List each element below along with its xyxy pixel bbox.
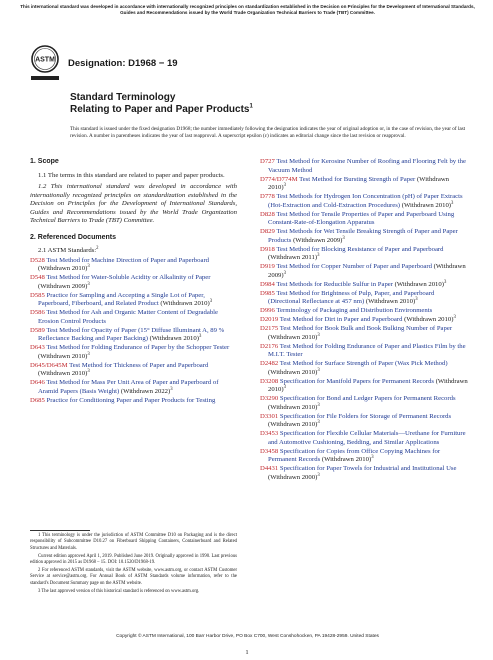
reference-code-link[interactable]: D3208 <box>260 377 279 385</box>
footnote: 2 For referenced ASTM standards, visit the ASTM website, www.astm.org, or contact ASTM Customer Service at service@astm.org. For Annual Book of ASTM Standards volume information, refer to the standard's Document Summary page on the ASTM website. <box>30 568 237 586</box>
reference-title-link[interactable]: Test Method for Book Bulk and Book Bulking Number of Paper <box>279 325 453 332</box>
reference-title-link[interactable]: Specification for Flexible Cellular Materials—Urethane for Furniture and Automotive Cushioning, Bedding, and Similar Applications <box>268 430 466 446</box>
svg-text:ASTM: ASTM <box>35 56 55 64</box>
reference-item[interactable] <box>30 257 237 274</box>
reference-item[interactable] <box>260 448 468 465</box>
reference-item[interactable] <box>260 263 468 280</box>
reference-footnote-mark: 3 <box>170 386 173 392</box>
reference-item[interactable] <box>30 327 237 344</box>
reference-item[interactable] <box>30 379 237 396</box>
footnotes <box>30 533 237 597</box>
reference-status: (Withdrawn 2010) <box>268 377 468 393</box>
reference-status: (Withdrawn 2010) <box>268 368 318 376</box>
reference-code-link[interactable]: D2019 <box>260 316 279 323</box>
title-line-2 <box>70 104 253 115</box>
reference-title-link[interactable]: Test Method for Kerosine Number of Roofing and Flooring Felt by the Vacuum Method <box>268 158 466 174</box>
reference-item[interactable] <box>30 397 237 406</box>
reference-footnote-mark: 3 <box>198 333 202 339</box>
reference-list-right <box>260 158 468 482</box>
reference-status: (Withdrawn 2010) <box>160 300 210 307</box>
reference-footnote-mark: 3 <box>342 235 345 241</box>
reference-status: (Withdrawn 2010) <box>268 403 318 411</box>
reference-status: (Withdrawn 2010) <box>38 370 88 377</box>
reference-status: (Withdrawn 2022) <box>120 387 171 395</box>
footnote: 1 This terminology is under the jurisdiction of ASTM Committee D10 on Packaging and is the direct responsibility of Subcommittee D10.27 on Fiberboard Shipping Containers, Containerboard and Related Structures and Materials. <box>30 533 237 551</box>
reference-title-link[interactable]: Test Method for Folding Endurance of Paper and Plastics Film by the M.I.T. Tester <box>268 342 466 358</box>
reference-item[interactable] <box>260 211 468 228</box>
reference-item[interactable] <box>30 344 237 361</box>
reference-item[interactable] <box>30 309 237 326</box>
reference-footnote-mark: 3 <box>317 367 320 373</box>
reference-title-link[interactable]: Practice for Conditioning Paper and Paper Products for Testing <box>46 396 216 404</box>
reference-code-link[interactable]: D528 <box>30 256 45 264</box>
reference-code-link[interactable]: D589 <box>30 326 45 334</box>
reference-title-link[interactable]: Test Method for Mass Per Unit Area of Paper and Paperboard of Aramid Papers (Basis Weight) <box>38 379 219 395</box>
reference-item[interactable] <box>260 307 468 316</box>
reference-code-link[interactable]: D646 <box>30 379 45 386</box>
reference-title-link[interactable]: Specification for Manifold Papers for Permanent Records <box>279 377 435 385</box>
reference-code-link[interactable]: D548 <box>30 274 45 281</box>
reference-title-link[interactable]: Practice for Sampling and Accepting a Single Lot of Paper, Paperboard, Fiberboard, and Related Product <box>38 291 205 307</box>
reference-footnote-mark: 3 <box>453 314 456 320</box>
reference-status: (Withdrawn 2010) <box>268 421 318 428</box>
reference-code-link[interactable]: D3453 <box>260 430 279 437</box>
reference-status: (Withdrawn 2010) <box>401 201 452 209</box>
reference-code-link[interactable]: D685 <box>30 396 45 404</box>
reference-code-link[interactable]: D4431 <box>260 465 279 472</box>
reference-code-link[interactable]: D778 <box>260 193 275 200</box>
reference-item[interactable] <box>260 246 468 263</box>
referenced-documents-heading: 2. Referenced Documents <box>30 233 116 241</box>
reference-item[interactable] <box>260 378 468 395</box>
reference-code-link[interactable]: D3458 <box>260 447 279 455</box>
reference-status: (Withdrawn 2009) <box>268 263 466 279</box>
reference-title-link[interactable]: Test Method for Water-Soluble Acidity or Alkalinity of Paper <box>46 274 211 281</box>
page-number: 1 <box>245 649 249 656</box>
astm-logo-icon <box>30 44 60 86</box>
reference-status: (Withdrawn 2009) <box>293 236 343 244</box>
reference-item[interactable] <box>30 292 237 309</box>
reference-item[interactable] <box>30 274 237 291</box>
reference-title-link[interactable]: Test Method for Opacity of Paper (15° Diffuse Illuminant A, 89 % Reflectance Backing and Paper Backing) <box>38 326 225 342</box>
reference-code-link[interactable]: D984 <box>260 280 275 288</box>
reference-title-link[interactable]: Specification for Paper Towels for Industrial and Institutional Use <box>279 465 457 472</box>
reference-footnote-mark: 3 <box>317 402 320 408</box>
reference-status: (Withdrawn 2011) <box>268 254 318 261</box>
astm-standards-label: 2.1 ASTM Standards: <box>38 247 97 254</box>
reference-status: (Withdrawn 2000) <box>268 473 318 481</box>
footnote-divider <box>30 530 90 531</box>
reference-item[interactable] <box>260 176 468 193</box>
reference-footnote-mark: 3 <box>451 200 454 206</box>
reference-item[interactable] <box>260 290 468 307</box>
reference-title-link[interactable]: Test Methods for Hydrogen Ion Concentration (pH) of Paper Extracts (Hot-Extraction and Cold-Extraction Procedures) <box>268 193 463 209</box>
reference-status: (Withdrawn 2010) <box>365 298 416 305</box>
reference-status: (Withdrawn 2010) <box>268 333 318 341</box>
reference-title-link[interactable]: Test Method for Bursting Strength of Paper <box>299 175 416 183</box>
right-column <box>260 158 468 483</box>
reference-footnote-mark: 3 <box>283 384 286 390</box>
reference-item[interactable] <box>260 281 468 290</box>
reference-title-link[interactable]: Test Method for Dirt in Paper and Paperboard <box>279 316 403 323</box>
reference-title-link[interactable]: Test Method for Tensile Properties of Paper and Paperboard Using Constant-Rate-of-Elongation Apparatus <box>268 210 455 226</box>
reference-item[interactable] <box>260 413 468 430</box>
reference-item[interactable] <box>260 465 468 482</box>
reference-status: (Withdrawn 2010) <box>149 335 199 342</box>
reference-code-link[interactable]: D828 <box>260 210 275 218</box>
reference-title-link[interactable]: Test Methods for Reducible Sulfur in Paper <box>276 280 393 288</box>
reference-status: (Withdrawn 2010) <box>321 456 372 463</box>
reference-code-link[interactable]: D996 <box>260 307 275 314</box>
scope-paragraph-1: 1.1 The terms in this standard are related to paper and paper products. <box>38 171 225 179</box>
astm-standards-subheading <box>30 247 237 256</box>
scope-heading: 1. Scope <box>30 158 59 165</box>
reference-footnote-mark: 3 <box>371 454 374 460</box>
reference-footnote-mark: 3 <box>317 472 320 478</box>
reference-footnote-mark: 3 <box>317 332 320 338</box>
reference-title-link[interactable]: Test Method for Brightness of Pulp, Paper, and Paperboard (Directional Reflectance at 457 nm) <box>268 289 435 305</box>
reference-code-link[interactable]: D774/D774M <box>260 175 298 183</box>
reference-status: (Withdrawn 2010) <box>38 265 88 272</box>
reference-item[interactable] <box>30 362 237 379</box>
reference-title-link[interactable]: Specification for Bond and Ledger Papers for Permanent Records <box>279 395 456 402</box>
scope-paragraph-2: 1.2 This international standard was developed in accordance with internationally recognized principles on standardization established in the Decision on Principles for the Development of International Standards, Guides and Recommendations issued by the World Trade Organization Technical Barriers to Trade (TBT) Committee. <box>30 183 237 224</box>
reference-item[interactable] <box>260 360 468 377</box>
reference-code-link[interactable]: D985 <box>260 289 275 297</box>
reference-footnote-mark: 3 <box>209 298 213 304</box>
reference-item[interactable] <box>260 343 468 360</box>
reference-item[interactable] <box>260 325 468 342</box>
reference-footnote-mark: 3 <box>87 263 90 269</box>
reference-status: (Withdrawn 2010) <box>38 352 88 360</box>
reference-footnote-mark: 3 <box>283 182 286 188</box>
reference-item[interactable] <box>260 316 468 325</box>
tbt-notice: This international standard was developed in accordance with internationally recognized principles on standardization established in the Decision on Principles for the Development of International Standards, Guides and Recommendations issued by the World Trade Organization Technical Barriers to Trade (TBT) Committee. <box>20 4 475 15</box>
reference-title-link[interactable]: Specification for Copies from Office Copying Machines for Permanent Records <box>268 447 441 463</box>
reference-item[interactable] <box>260 430 468 447</box>
reference-code-link[interactable]: D919 <box>260 263 275 270</box>
title-footnote-mark: 1 <box>249 103 253 110</box>
reference-title-link[interactable]: Test Method for Copper Number of Paper and Paperboard <box>276 263 432 270</box>
reference-footnote-mark: 3 <box>317 419 320 425</box>
reference-code-link[interactable]: D2482 <box>260 360 279 367</box>
reference-item[interactable] <box>260 395 468 412</box>
reference-footnote-mark: 3 <box>87 368 90 374</box>
reference-footnote-mark: 3 <box>87 351 90 357</box>
astm-standards-mark: 2 <box>96 245 99 251</box>
reference-title-link[interactable]: Terminology of Packaging and Distribution Environments <box>276 307 433 314</box>
reference-title-link[interactable]: Specification for File Folders for Storage of Permanent Records <box>279 412 452 420</box>
reference-footnote-mark: 3 <box>317 252 320 258</box>
reference-code-link[interactable]: D2175 <box>260 325 279 332</box>
reference-footnote-mark: 3 <box>443 279 447 285</box>
reference-title-link[interactable]: Test Method for Thickness of Paper and Paperboard <box>69 361 209 369</box>
reference-status: (Withdrawn 2010) <box>404 316 454 323</box>
reference-title-link[interactable]: Test Method for Machine Direction of Paper and Paperboard <box>46 256 210 264</box>
reference-footnote-mark: 3 <box>415 296 418 302</box>
copyright-line: Copyright © ASTM International, 100 Barr Harbor Drive, PO Box C700, West Conshohocken, PA 19428-2959. United States <box>116 634 379 639</box>
reference-item[interactable] <box>260 228 468 245</box>
reference-title-link[interactable]: Test Method for Ash and Organic Matter Content of Degradable Erosion Control Products <box>38 309 219 325</box>
reference-title-link[interactable]: Test Method for Blocking Resistance of Paper and Paperboard <box>276 245 444 253</box>
reference-list-left <box>30 257 237 406</box>
left-column <box>30 158 237 406</box>
footnote: 3 The last approved version of this historical standard is referenced on www.astm.org. <box>38 588 200 594</box>
designation: Designation: D1968 − 19 <box>68 58 178 69</box>
reference-code-link[interactable]: D645/D645M <box>30 361 68 369</box>
reference-status: (Withdrawn 2009) <box>38 282 88 290</box>
reference-code-link[interactable]: D3301 <box>260 412 279 420</box>
reference-code-link[interactable]: D829 <box>260 228 275 235</box>
footnote: Current edition approved April 1, 2019. Published June 2019. Originally approved in 1990. Last previous edition approved in 2015 as D1968 – 15. DOI: 10.1520/D1968-19. <box>30 553 237 566</box>
reference-title-link[interactable]: Test Method for Surface Strength of Paper (Wax Pick Method) <box>279 360 448 367</box>
reference-item[interactable] <box>260 193 468 210</box>
reference-code-link[interactable]: D727 <box>260 158 275 165</box>
reference-status: (Withdrawn 2010) <box>268 175 449 191</box>
reference-status: (Withdrawn 2010) <box>394 280 444 288</box>
reference-footnote-mark: 3 <box>87 281 90 287</box>
reference-code-link[interactable]: D643 <box>30 344 45 351</box>
issued-statement: This standard is issued under the fixed designation D1968; the number immediately following the designation indicates the year of original adoption or, in the case of revision, the year of last revision. A number in parentheses indicates the year of last reapproval. A superscript epsilon (ε) indicates an editorial change since the last revision or reapproval. <box>70 126 466 139</box>
reference-code-link[interactable]: D586 <box>30 309 45 316</box>
title-text: Relating to Paper and Paper Products <box>70 104 250 115</box>
reference-code-link[interactable]: D2176 <box>260 342 279 350</box>
reference-item[interactable] <box>260 158 468 175</box>
reference-title-link[interactable]: Test Methods for Wet Tensile Breaking Strength of Paper and Paper Products <box>268 228 458 244</box>
reference-title-link[interactable]: Test Method for Folding Endurance of Paper by the Schopper Tester <box>46 344 230 351</box>
title-line-1: Standard Terminology <box>70 92 176 103</box>
reference-footnote-mark: 3 <box>283 270 286 276</box>
reference-code-link[interactable]: D585 <box>30 291 45 299</box>
reference-code-link[interactable]: D3290 <box>260 395 279 402</box>
reference-code-link[interactable]: D918 <box>260 245 275 253</box>
